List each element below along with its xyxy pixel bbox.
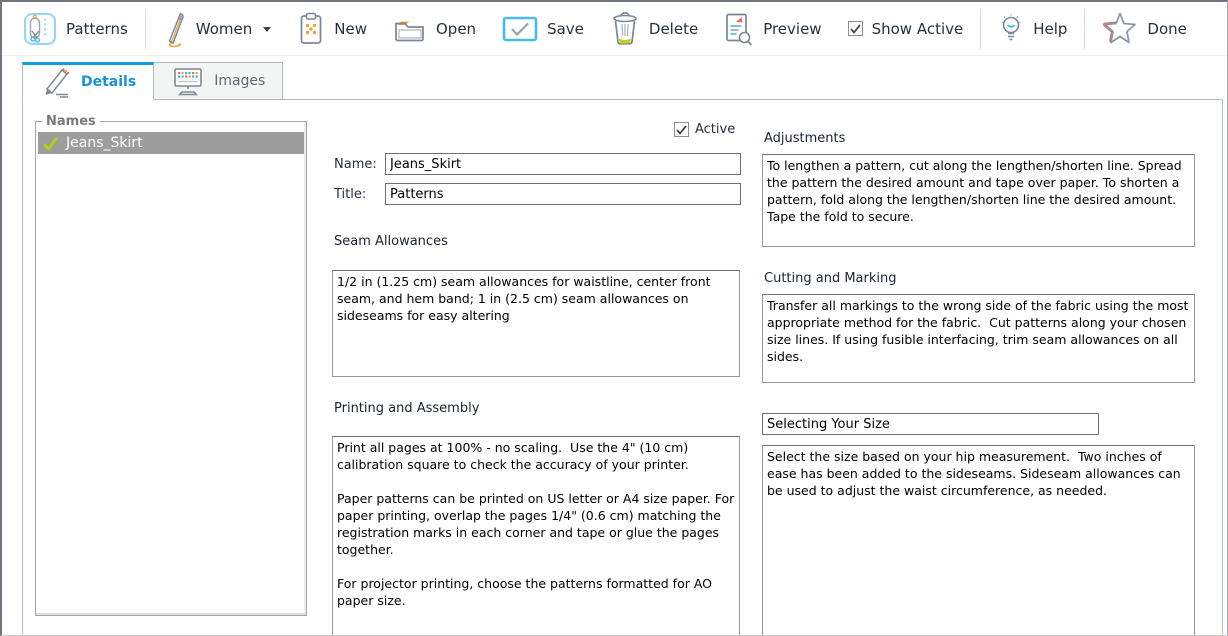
save-button[interactable] xyxy=(489,6,597,52)
tab-details-label: Details xyxy=(81,74,137,90)
details-tab-panel xyxy=(22,99,1223,636)
cutting-marking-textarea[interactable] xyxy=(762,294,1195,383)
delete-button[interactable] xyxy=(597,6,711,52)
done-star-icon xyxy=(1102,12,1138,46)
sizing-title-input[interactable] xyxy=(762,413,1099,435)
open-label: Open xyxy=(435,19,477,38)
active-checkbox-row xyxy=(674,122,735,137)
names-list-item-jeans-skirt[interactable] xyxy=(38,132,304,154)
new-label: New xyxy=(334,19,367,38)
preview-label: Preview xyxy=(763,19,822,38)
printing-assembly-textarea[interactable] xyxy=(332,436,740,636)
names-list xyxy=(38,132,304,154)
item-check-icon xyxy=(42,136,59,151)
help-button[interactable] xyxy=(985,6,1080,52)
needle-icon xyxy=(163,11,187,47)
save-label: Save xyxy=(547,19,584,38)
names-fieldset xyxy=(35,114,307,616)
adjustments-heading: Adjustments xyxy=(764,131,846,146)
delete-label: Delete xyxy=(648,19,699,38)
dropdown-caret-icon xyxy=(263,27,271,32)
show-active-label: Show Active xyxy=(871,19,964,38)
seam-allowances-heading: Seam Allowances xyxy=(334,234,448,249)
title-input[interactable] xyxy=(385,183,741,205)
name-label: Name: xyxy=(334,157,377,172)
names-list-item-label: Jeans_Skirt xyxy=(66,135,143,151)
patterns-icon xyxy=(23,12,57,46)
cutting-marking-heading: Cutting and Marking xyxy=(764,271,897,286)
toolbar-separator xyxy=(1084,9,1085,49)
patterns-label: Patterns xyxy=(66,19,128,38)
pencil-icon xyxy=(40,66,72,98)
show-active-checkbox[interactable] xyxy=(835,6,977,52)
women-label: Women xyxy=(195,19,253,38)
toolbar-separator xyxy=(145,9,146,49)
toolbar-separator xyxy=(980,9,981,49)
printing-assembly-heading: Printing and Assembly xyxy=(334,401,480,416)
adjustments-textarea[interactable] xyxy=(762,154,1195,247)
patterns-button[interactable] xyxy=(10,6,141,52)
tab-details[interactable] xyxy=(22,62,154,100)
delete-trash-icon xyxy=(610,12,640,46)
preview-button[interactable] xyxy=(711,6,834,52)
help-label: Help xyxy=(1033,19,1068,38)
toolbar xyxy=(2,2,1227,56)
tab-images[interactable] xyxy=(154,62,283,100)
help-bulb-icon xyxy=(998,12,1024,46)
preview-icon xyxy=(724,12,754,46)
done-button[interactable] xyxy=(1089,6,1199,52)
name-input[interactable] xyxy=(385,153,741,175)
tab-bar xyxy=(22,62,283,100)
title-label: Title: xyxy=(334,187,367,202)
seam-allowances-textarea[interactable] xyxy=(332,270,740,377)
open-button[interactable] xyxy=(380,6,489,52)
open-folder-icon xyxy=(393,14,427,44)
tab-images-label: Images xyxy=(214,73,266,89)
images-monitor-icon xyxy=(171,66,205,96)
sizing-textarea[interactable] xyxy=(762,445,1195,636)
women-dropdown[interactable] xyxy=(150,6,284,52)
save-check-icon xyxy=(502,15,538,43)
new-button[interactable] xyxy=(284,6,380,52)
names-legend: Names xyxy=(46,114,96,129)
active-label: Active xyxy=(695,122,736,137)
show-active-check-icon xyxy=(848,21,863,36)
active-checkbox[interactable] xyxy=(674,122,689,137)
new-clipboard-icon xyxy=(297,12,325,46)
done-label: Done xyxy=(1147,19,1187,38)
